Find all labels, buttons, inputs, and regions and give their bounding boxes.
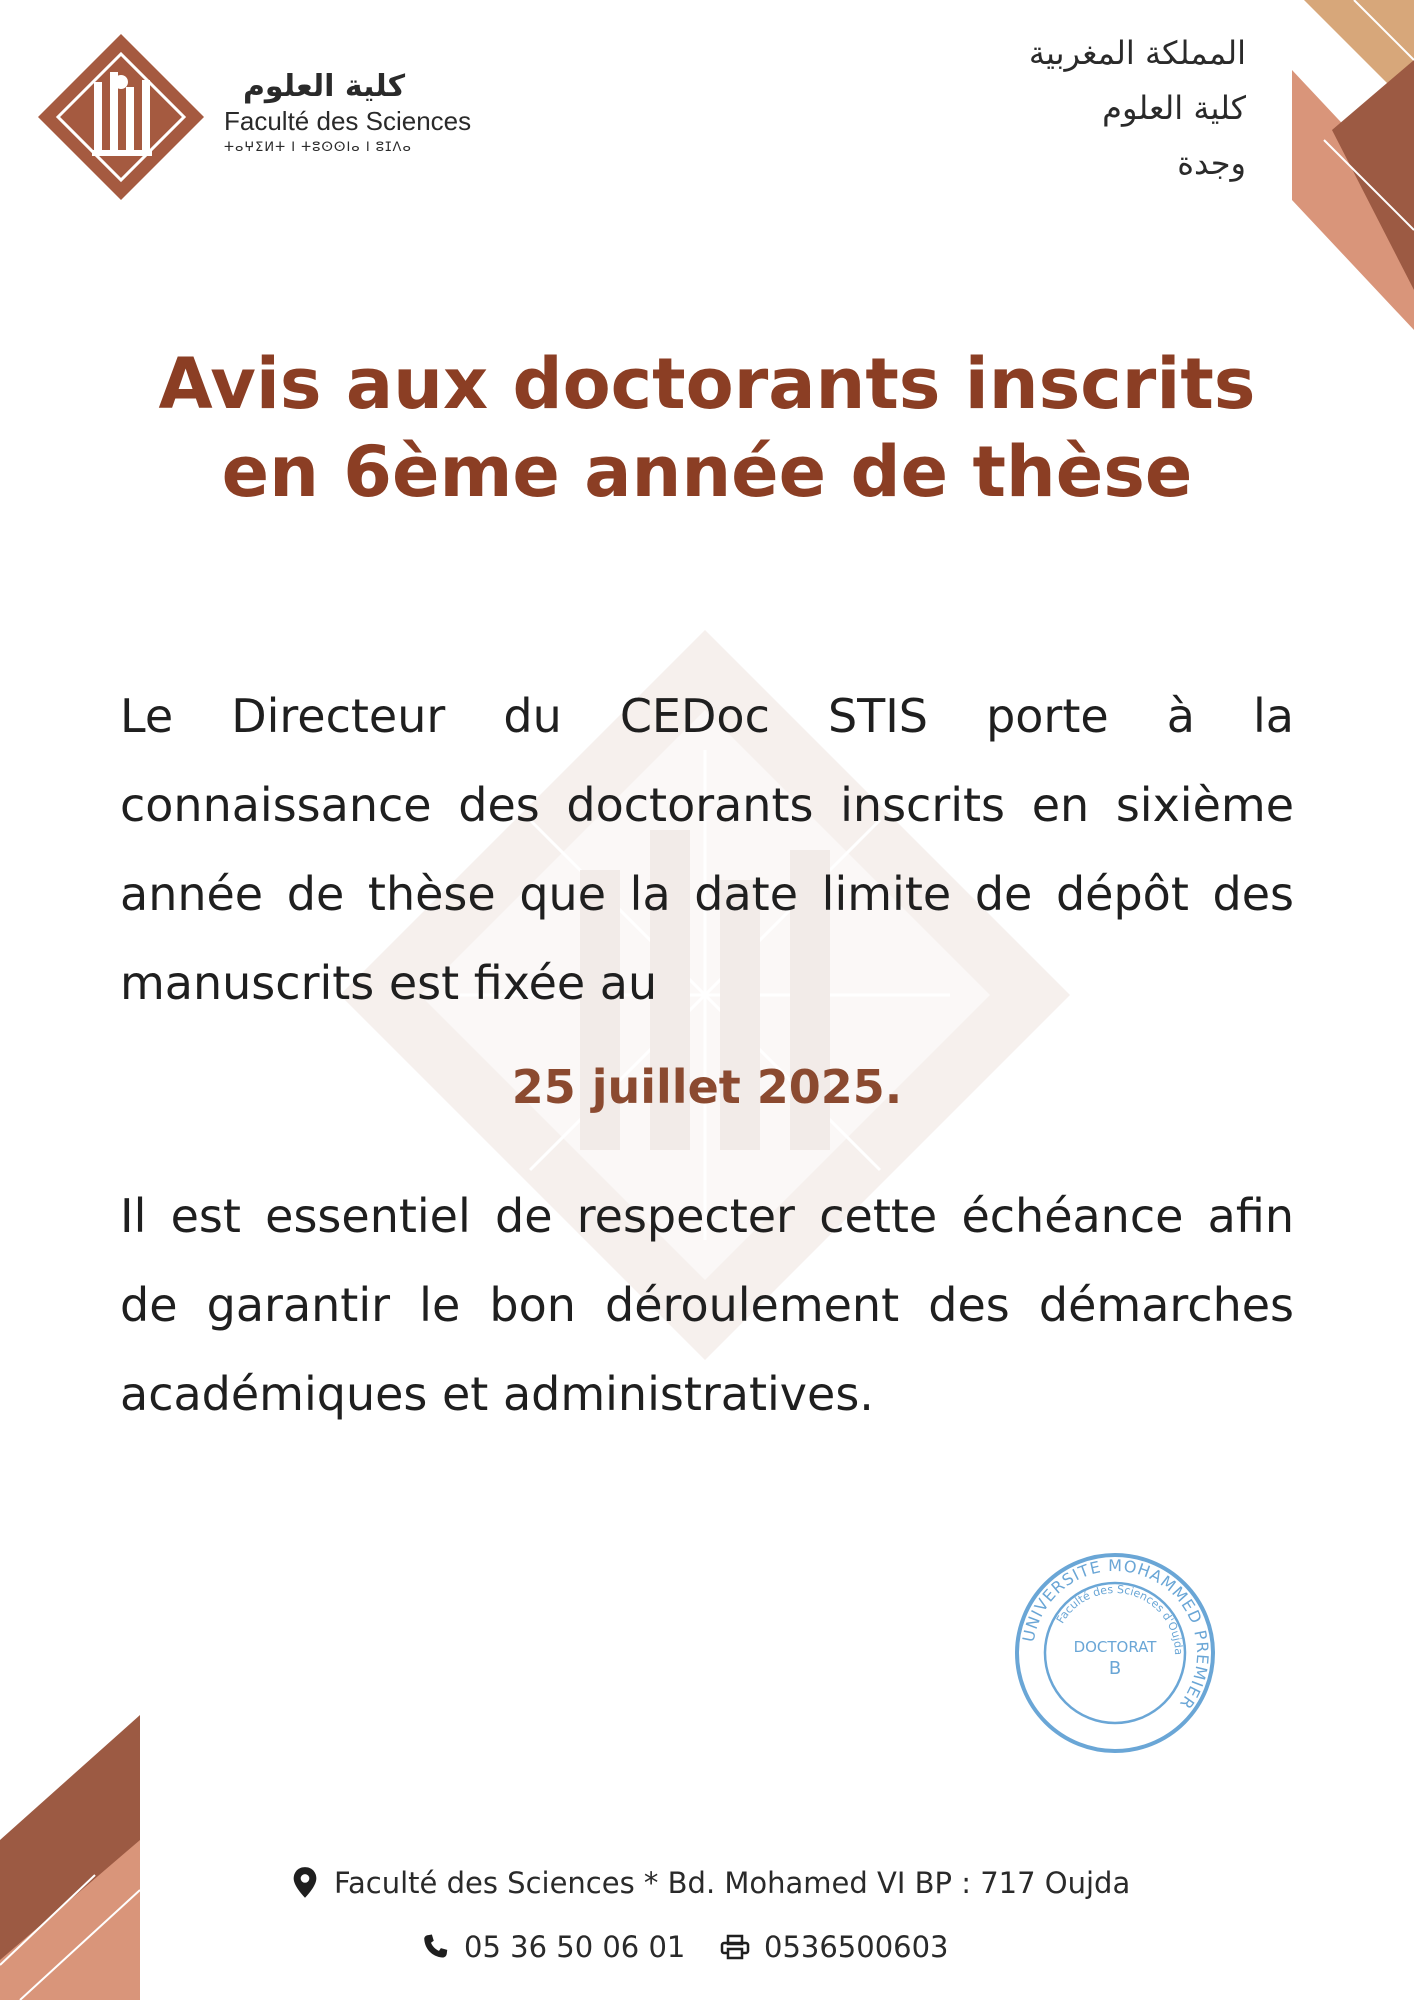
footer-address: Faculté des Sciences * Bd. Mohamed VI BP : 717 Oujda xyxy=(334,1866,1131,1900)
location-pin-icon xyxy=(290,1866,320,1900)
logo-arabic-name: كلية العلوم xyxy=(242,69,406,104)
stamp-center-text: DOCTORAT xyxy=(1073,1638,1157,1656)
stamp-ring-text: UNIVERSITE MOHAMMED PREMIER xyxy=(1018,1555,1213,1714)
notice-paragraph-1: Le Directeur du CEDoc STIS porte à la connaissance des doctorants inscrits en sixième année de thèse que la date limite de dépôt des manuscrits est fixée au xyxy=(120,689,1294,1010)
title-line-2: en 6ème année de thèse xyxy=(221,431,1193,513)
notice-paragraph-2: Il est essentiel de respecter cette échéance afin de garantir le bon déroulement des démarches académiques et administratives. xyxy=(120,1189,1294,1421)
stamp-center-letter: B xyxy=(1108,1658,1122,1679)
footer-phone: 05 36 50 06 01 xyxy=(464,1930,686,1964)
title-line-1: Avis aux doctorants inscrits xyxy=(158,343,1256,425)
deadline-date: 25 juillet 2025. xyxy=(511,1060,903,1114)
faculty-logo xyxy=(36,32,496,202)
logo-tifinagh-name: ⵜⴰⵖⵉⵍⵜ ⵏ ⵜⵓⵙⵙⵏⴰ ⵏ ⵓⵊⴷⴰ xyxy=(224,140,412,155)
doctorate-stamp xyxy=(1010,1548,1220,1758)
fax-icon xyxy=(720,1930,750,1964)
phone-icon xyxy=(420,1930,450,1964)
notice-title xyxy=(0,340,1414,516)
footer-fax: 0536500603 xyxy=(764,1930,949,1964)
kingdom-name: المملكة المغربية xyxy=(1028,34,1246,72)
stamp-inner-text: Faculté des Sciences d'Oujda xyxy=(1053,1582,1186,1656)
faculty-emblem-icon xyxy=(36,32,206,202)
institution-header-arabic xyxy=(906,26,1246,191)
logo-french-name: Faculté des Sciences xyxy=(224,106,472,136)
corner-decoration-bottom-left xyxy=(0,1715,145,2000)
city-name: وجدة xyxy=(1177,144,1246,182)
faculty-name-arabic: كلية العلوم xyxy=(1102,89,1246,127)
